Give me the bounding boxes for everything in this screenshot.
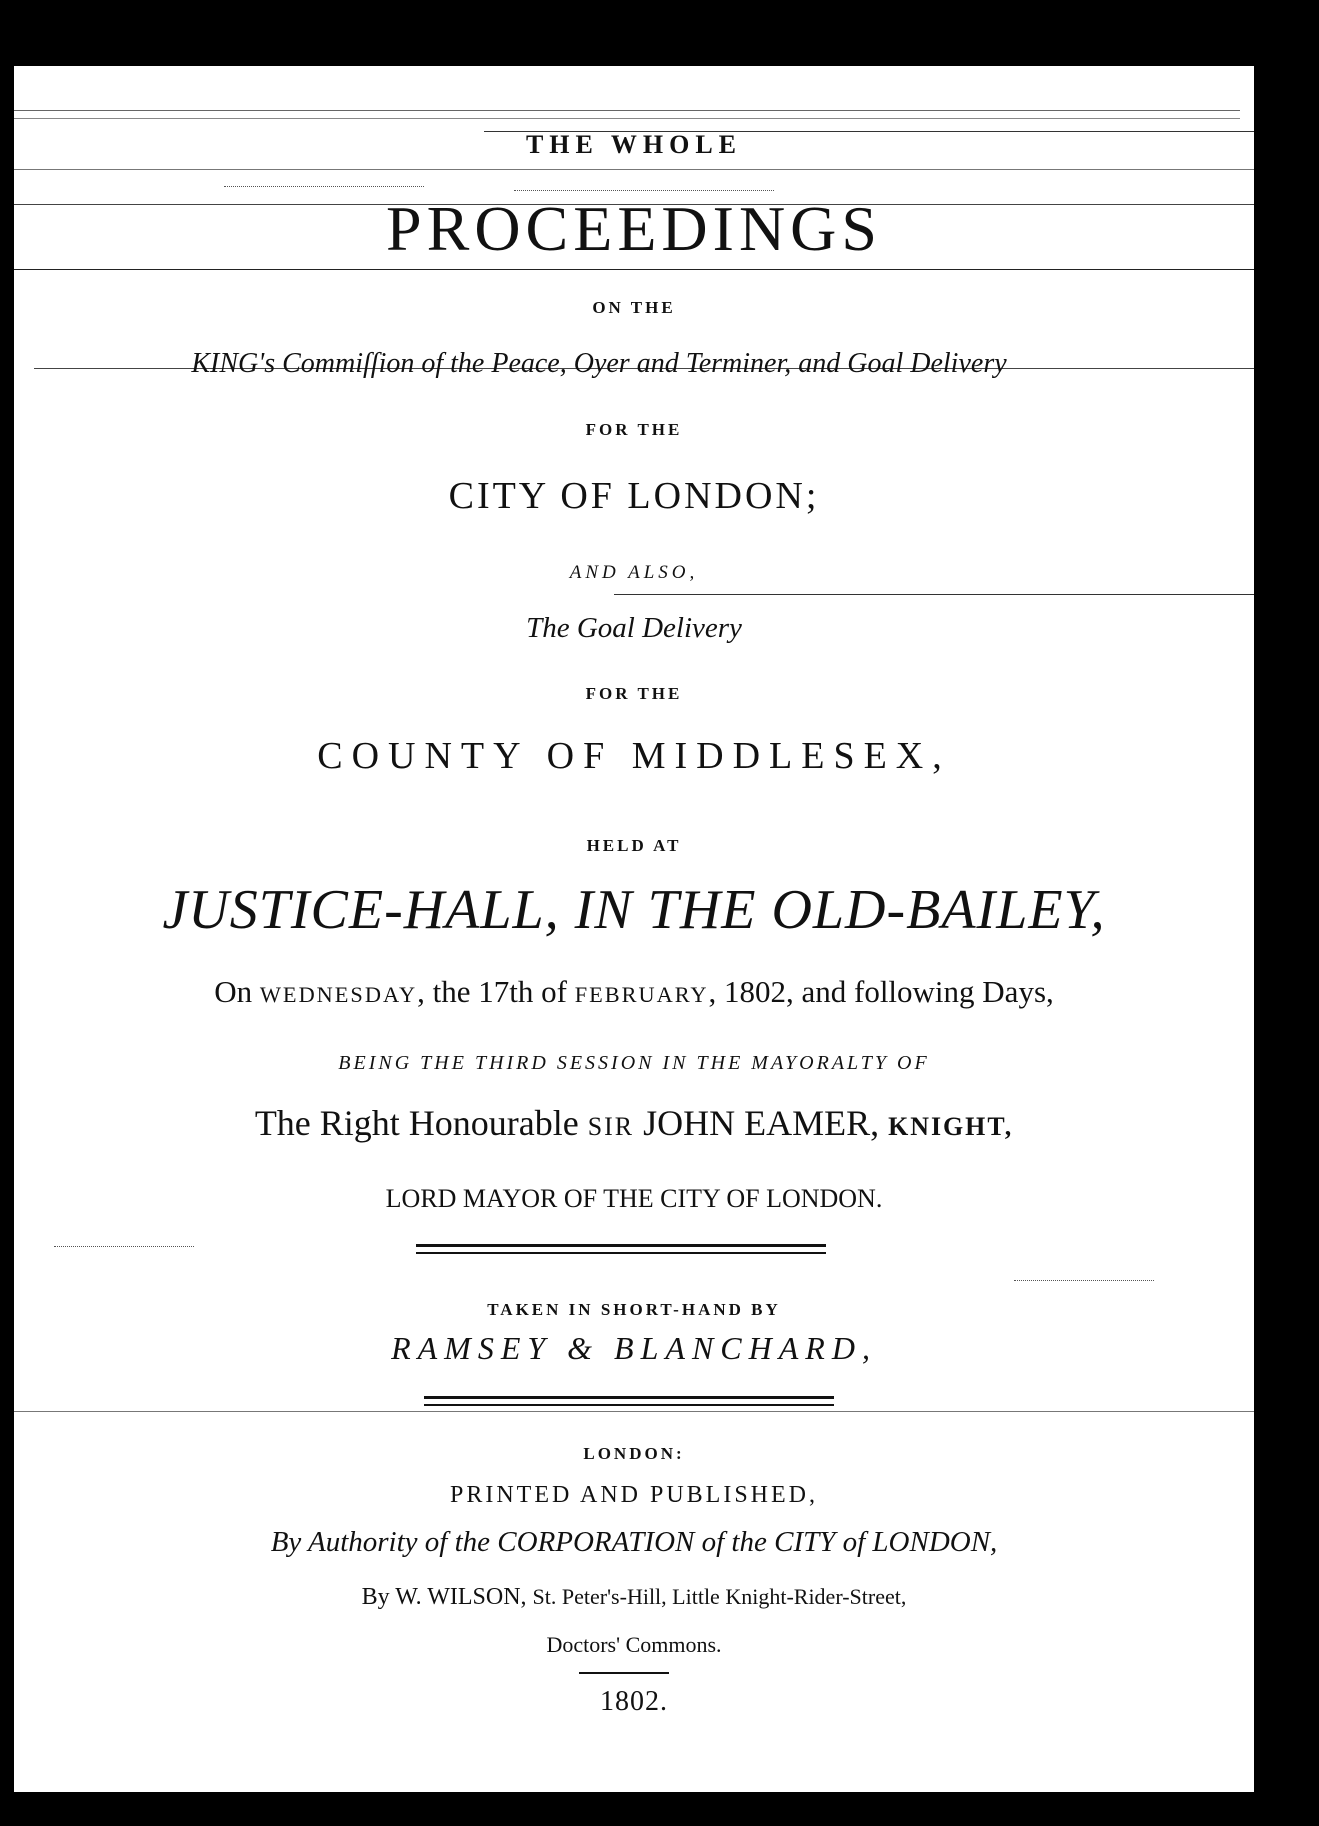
scan-edge-line xyxy=(14,1411,1254,1412)
mayor-prefix: The Right Honourable xyxy=(254,1103,579,1143)
commission-line: KING's Commiſſion of the Peace, Oyer and Terminer, and Goal Delivery xyxy=(191,348,1007,379)
label-for-the: FOR THE xyxy=(585,420,683,439)
authority-line: By Authority of the CORPORATION of the CITY of LONDON, xyxy=(270,1526,998,1558)
mayor-sir: SIR xyxy=(587,1112,635,1141)
third-session-line: BEING THE THIRD SESSION IN THE MAYORALTY OF xyxy=(338,1052,930,1074)
printer-name: By W. WILSON, xyxy=(361,1584,527,1610)
imprint-london: LONDON: xyxy=(583,1444,685,1463)
reporters-names: RAMSEY & BLANCHARD, xyxy=(391,1330,877,1366)
printed-and-published: PRINTED AND PUBLISHED, xyxy=(449,1482,818,1508)
date-weekday: WEDNESDAY xyxy=(259,982,418,1007)
goal-delivery: The Goal Delivery xyxy=(526,612,742,644)
session-date-line xyxy=(14,974,1254,1010)
publication-year: 1802. xyxy=(600,1686,668,1717)
date-middle: , the 17th of xyxy=(417,974,567,1009)
mayor-name: JOHN EAMER, xyxy=(643,1103,880,1143)
title-page xyxy=(14,66,1254,1792)
justice-hall-heading: JUSTICE-HALL, IN THE OLD-BAILEY, xyxy=(162,879,1106,941)
label-held-at: HELD AT xyxy=(586,836,682,855)
and-also: AND ALSO, xyxy=(569,562,699,583)
year-rule xyxy=(579,1672,669,1674)
lord-mayor-name-line xyxy=(14,1102,1254,1144)
label-for-the-county: FOR THE xyxy=(585,684,683,703)
heading-the-whole: THE WHOLE xyxy=(525,130,743,159)
date-month: FEBRUARY xyxy=(574,982,709,1007)
scan-edge-line xyxy=(14,110,1240,111)
printer-address: St. Peter's-Hill, Little Knight-Rider-Street, xyxy=(532,1584,907,1609)
double-rule-top xyxy=(416,1244,826,1247)
date-on: On xyxy=(214,974,253,1009)
lord-mayor-title: LORD MAYOR OF THE CITY OF LONDON. xyxy=(385,1184,883,1213)
scan-edge-line xyxy=(614,594,1254,595)
scan-speck xyxy=(54,1246,194,1247)
date-end: , 1802, and following Days, xyxy=(708,974,1054,1009)
doctors-commons: Doctors' Commons. xyxy=(546,1632,722,1657)
label-on-the: ON THE xyxy=(592,298,676,317)
taken-in-shorthand: TAKEN IN SHORT-HAND BY xyxy=(487,1300,781,1319)
scan-speck xyxy=(514,190,774,191)
scan-speck xyxy=(1014,1280,1154,1281)
heading-proceedings: PROCEEDINGS xyxy=(386,193,882,264)
city-of-london: CITY OF LONDON; xyxy=(448,475,820,517)
scan-edge-line xyxy=(14,169,1254,170)
double-rule-bottom xyxy=(424,1396,834,1399)
double-rule-bottom-inner xyxy=(424,1404,834,1406)
double-rule-top-inner xyxy=(416,1252,826,1254)
county-of-middlesex: COUNTY OF MIDDLESEX, xyxy=(317,735,951,777)
printer-line xyxy=(14,1584,1254,1611)
scan-speck xyxy=(224,186,424,187)
mayor-knight: KNIGHT, xyxy=(888,1112,1014,1141)
scan-edge-line xyxy=(14,269,1254,270)
scan-edge-line xyxy=(14,118,1240,119)
